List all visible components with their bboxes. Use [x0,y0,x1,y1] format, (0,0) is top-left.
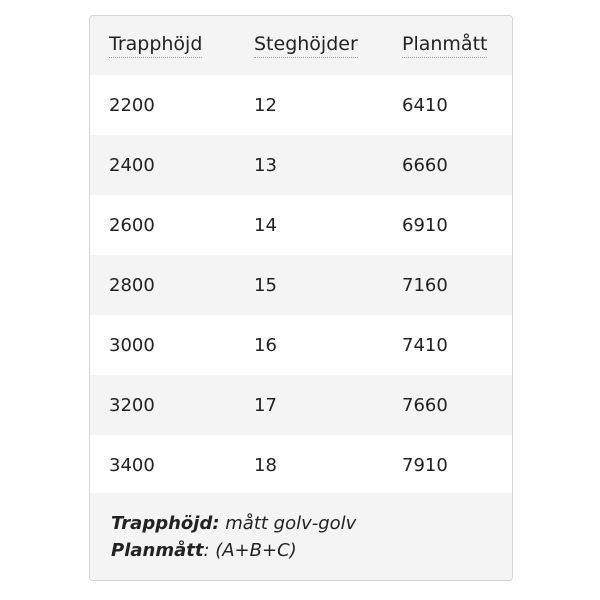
table-row [90,75,512,135]
table-footnote [90,493,512,580]
cell-planmatt: 7410 [402,334,448,356]
cell-trapphojd: 3400 [109,454,155,476]
header-steghojder: Steghöjder [254,33,358,58]
cell-trapphojd: 2800 [109,274,155,296]
footnote-term-trapphojd: Trapphöjd: [111,513,220,534]
cell-trapphojd: 3200 [109,394,155,416]
footnote-text-planmatt: : (A+B+C) [203,540,297,561]
table-row [90,135,512,195]
stair-dimensions-table [89,15,513,581]
cell-steghojder: 16 [254,334,277,356]
header-trapphojd: Trapphöjd [109,33,202,58]
footnote-text-trapphojd: mått golv-golv [219,513,357,534]
cell-trapphojd: 2200 [109,94,155,116]
cell-planmatt: 7910 [402,454,448,476]
cell-planmatt: 6410 [402,94,448,116]
footnote-term-planmatt: Planmått [111,540,204,561]
cell-steghojder: 12 [254,94,277,116]
table-row [90,315,512,375]
cell-trapphojd: 2600 [109,214,155,236]
cell-planmatt: 6660 [402,154,448,176]
cell-steghojder: 14 [254,214,277,236]
cell-steghojder: 15 [254,274,277,296]
table-row [90,195,512,255]
header-planmatt: Planmått [402,33,487,58]
cell-steghojder: 13 [254,154,277,176]
table-row [90,375,512,435]
footnote-line-2 [111,537,512,564]
cell-planmatt: 7160 [402,274,448,296]
cell-trapphojd: 3000 [109,334,155,356]
cell-planmatt: 7660 [402,394,448,416]
cell-trapphojd: 2400 [109,154,155,176]
table-header-row [90,16,512,75]
cell-planmatt: 6910 [402,214,448,236]
cell-steghojder: 17 [254,394,277,416]
table-row [90,435,512,495]
footnote-line-1 [111,510,512,537]
cell-steghojder: 18 [254,454,277,476]
table-row [90,255,512,315]
